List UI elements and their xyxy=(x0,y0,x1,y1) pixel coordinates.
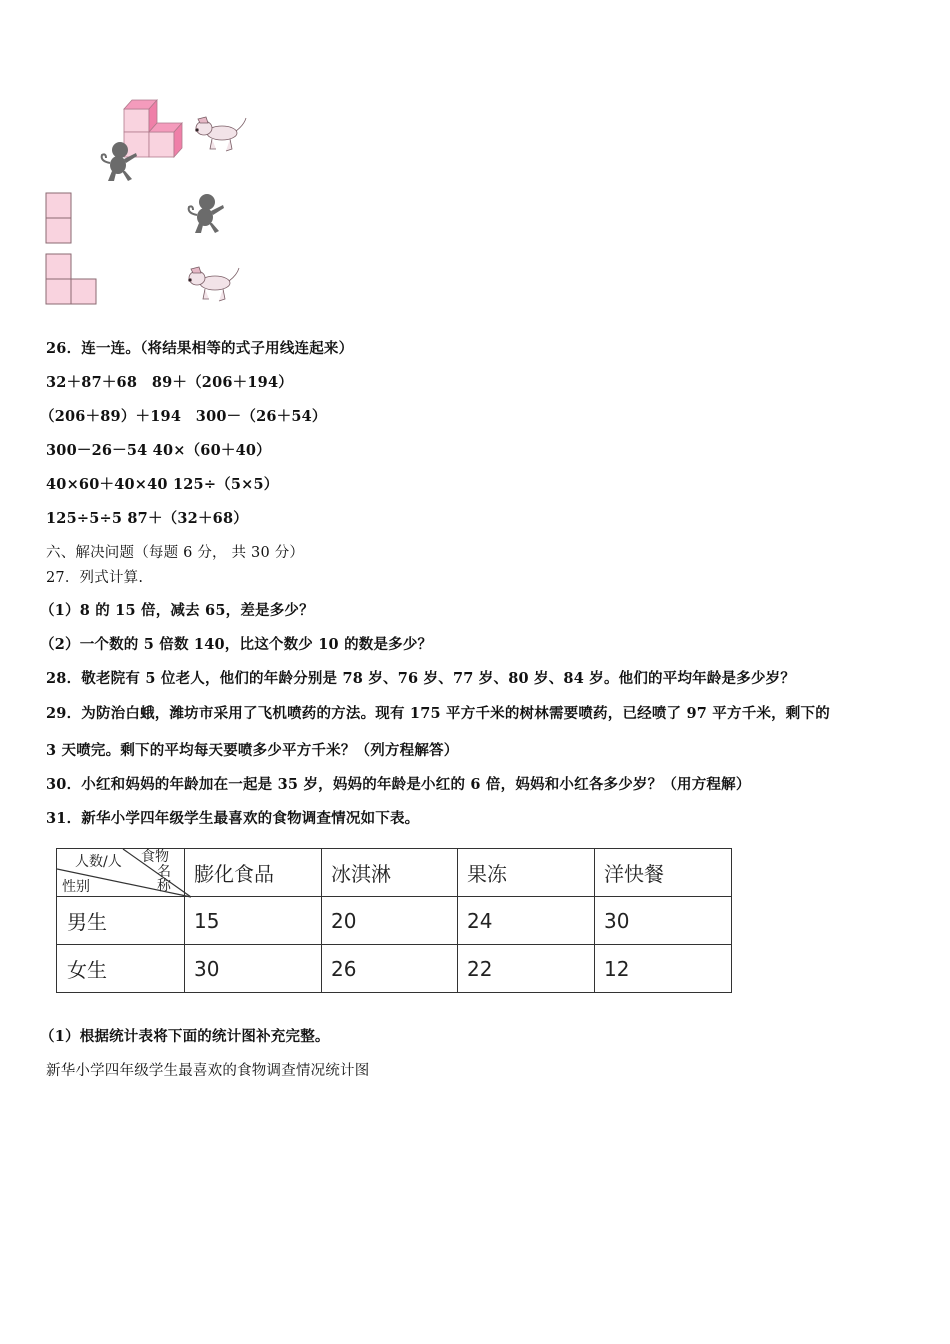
table-cell: 15 xyxy=(185,897,322,945)
header-jelly: 果冻 xyxy=(458,849,595,897)
monkey-icon xyxy=(189,194,224,233)
cube-views-figure xyxy=(40,95,260,310)
q29-line-1: 29．为防治白蛾，潍坊市采用了飞机喷药的方法。现有 175 平方千米的树林需要喷药，已经喷了 97 平方千米，剩下的 xyxy=(46,705,830,722)
table-cell: 20 xyxy=(322,897,458,945)
q26-row-5: 125÷5÷5 87＋（32＋68） xyxy=(46,510,248,527)
q31-chart-title: 新华小学四年级学生最喜欢的食物调查情况统计图 xyxy=(46,1063,370,1079)
q26-row-2: （206＋89）＋194 300－（26＋54） xyxy=(40,408,327,425)
table-row xyxy=(57,897,732,945)
q26-row-3: 300－26－54 40×（60＋40） xyxy=(46,442,271,459)
table-row xyxy=(57,945,732,993)
row-label-girls: 女生 xyxy=(57,945,185,993)
cube-stack-3d xyxy=(124,100,182,157)
section-6-title: 六、解决问题（每题 6 分， 共 30 分） xyxy=(46,545,305,561)
corner-label-food: 食物 xyxy=(141,849,169,865)
q26-title: 26．连一连。（将结果相等的式子用线连起来） xyxy=(46,340,354,357)
table-cell: 26 xyxy=(322,945,458,993)
q26-row-1: 32＋87＋68 89＋（206＋194） xyxy=(46,374,293,391)
food-survey-table xyxy=(56,848,732,993)
header-puffed-food: 膨化食品 xyxy=(185,849,322,897)
table-cell: 24 xyxy=(458,897,595,945)
q26-row-4: 40×60＋40×40 125÷（5×5） xyxy=(46,476,279,493)
q27-part-2: （2）一个数的 5 倍数 140，比这个数少 10 的数是多少？ xyxy=(40,636,433,653)
view-vertical-two-squares xyxy=(46,193,71,243)
row-label-boys: 男生 xyxy=(57,897,185,945)
q31-title: 31．新华小学四年级学生最喜欢的食物调查情况如下表。 xyxy=(46,810,420,827)
q31-part-1: （1）根据统计表将下面的统计图补充完整。 xyxy=(40,1028,330,1045)
q27-title: 27．列式计算. xyxy=(46,570,144,586)
table-cell: 30 xyxy=(185,945,322,993)
view-l-shaped-three-squares xyxy=(46,254,96,304)
cube-views-illustration xyxy=(40,95,260,310)
q27-part-1: （1）8 的 15 倍，减去 65，差是多少？ xyxy=(40,602,314,619)
table-cell: 30 xyxy=(595,897,732,945)
corner-label-gender: 性别 xyxy=(62,879,90,895)
table-header-row xyxy=(57,849,732,897)
q29-line-2: 3 天喷完。剩下的平均每天要喷多少平方千米？（列方程解答） xyxy=(46,742,459,759)
table-cell: 22 xyxy=(458,945,595,993)
dog-icon xyxy=(189,267,240,301)
corner-label-name: 名称 xyxy=(157,864,171,894)
table-cell: 12 xyxy=(595,945,732,993)
dog-icon xyxy=(196,117,247,151)
header-fast-food: 洋快餐 xyxy=(595,849,732,897)
q30-text: 30．小红和妈妈的年龄加在一起是 35 岁，妈妈的年龄是小红的 6 倍，妈妈和小红各多少岁？（用方程解） xyxy=(46,776,751,793)
header-ice-cream: 冰淇淋 xyxy=(322,849,458,897)
corner-label-count: 人数/人 xyxy=(75,854,122,870)
table-corner-cell xyxy=(57,849,185,897)
q28-text: 28．敬老院有 5 位老人，他们的年龄分别是 78 岁、76 岁、77 岁、80 岁、84 岁。他们的平均年龄是多少岁？ xyxy=(46,670,796,687)
